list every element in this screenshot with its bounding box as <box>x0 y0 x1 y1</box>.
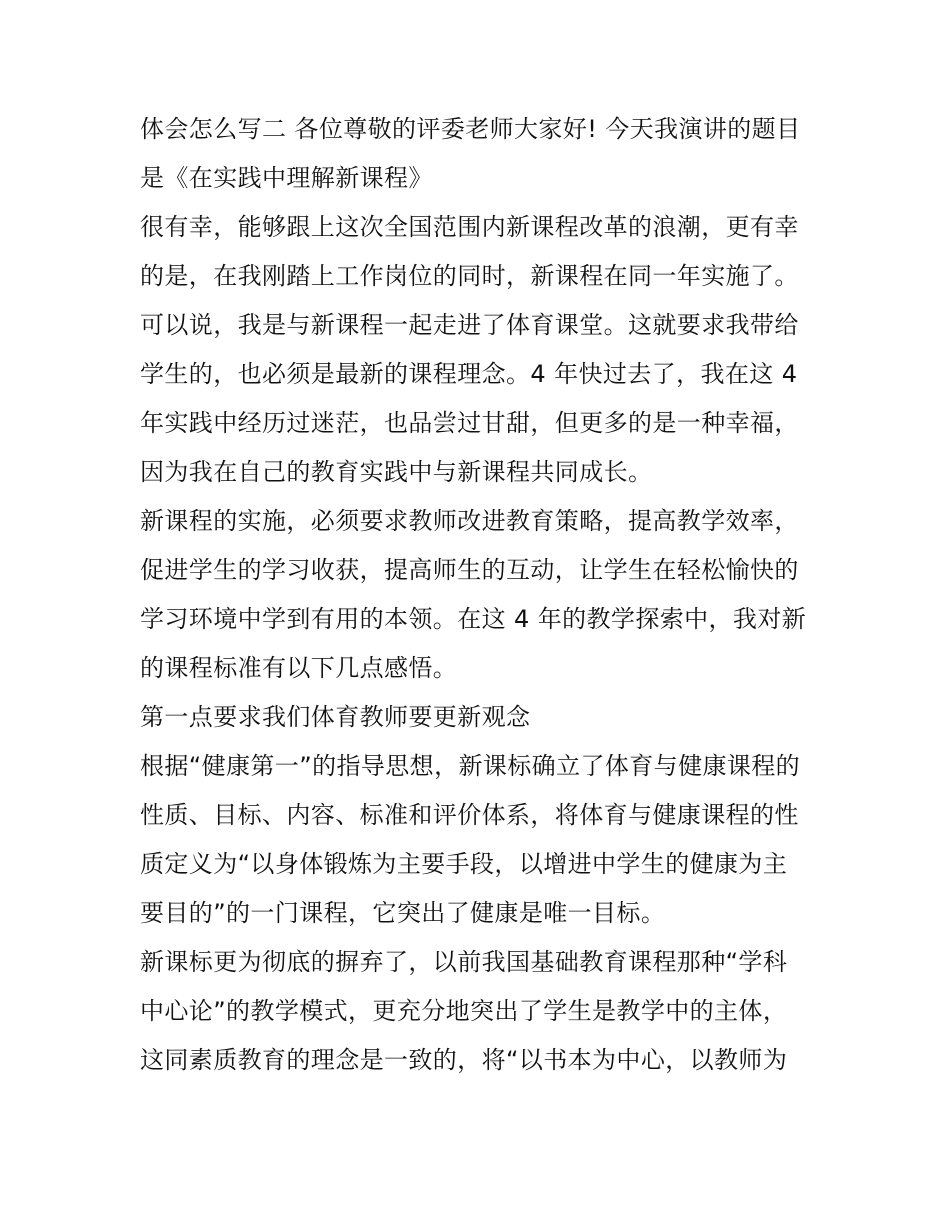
text-line: 是《在实践中理解新课程》 <box>140 164 433 192</box>
section-heading: 第一点要求我们体育教师要更新观念 <box>140 703 531 731</box>
text-line: 很有幸，能够跟上这次全国范围内新课程改革的浪潮，更有幸 <box>140 213 799 241</box>
text-line: 新课标更为彻底的摒弃了，以前我国基础教育课程那种“学科 <box>140 948 788 976</box>
text-line: 根据“健康第一”的指导思想，新课标确立了体育与健康课程的 <box>140 752 801 780</box>
text-line: 因为我在自己的教育实践中与新课程共同成长。 <box>140 458 653 486</box>
text-line: 中心论”的教学模式，更充分地突出了学生是教学中的主体， <box>140 997 788 1025</box>
text-line: 年实践中经历过迷茫，也品尝过甘甜，但更多的是一种幸福， <box>140 409 799 437</box>
text-line: 性质、目标、内容、标准和评价体系，将体育与健康课程的性 <box>140 801 799 829</box>
text-line: 可以说，我是与新课程一起走进了体育课堂。这就要求我带给 <box>140 311 799 339</box>
document-body <box>140 105 830 1085</box>
text-line: 促进学生的学习收获，提高师生的互动，让学生在轻松愉快的 <box>140 556 799 584</box>
text-line: 这同素质教育的理念是一致的，将“以书本为中心，以教师为 <box>140 1046 788 1074</box>
text-line: 要目的”的一门课程，它突出了健康是唯一目标。 <box>140 899 666 927</box>
text-line: 学生的，也必须是最新的课程理念。4 年快过去了，我在这 4 <box>140 360 798 388</box>
text-line: 的是，在我刚踏上工作岗位的同时，新课程在同一年实施了。 <box>140 262 799 290</box>
text-line: 新课程的实施，必须要求教师改进教育策略，提高教学效率， <box>140 507 799 535</box>
text-line: 质定义为“以身体锻炼为主要手段，以增进中学生的健康为主 <box>140 850 788 878</box>
text-line: 体会怎么写二 各位尊敬的评委老师大家好! 今天我演讲的题目 <box>140 115 801 143</box>
text-line: 学习环境中学到有用的本领。在这 4 年的教学探索中，我对新 <box>140 605 807 633</box>
text-line: 的课程标准有以下几点感悟。 <box>140 654 458 682</box>
